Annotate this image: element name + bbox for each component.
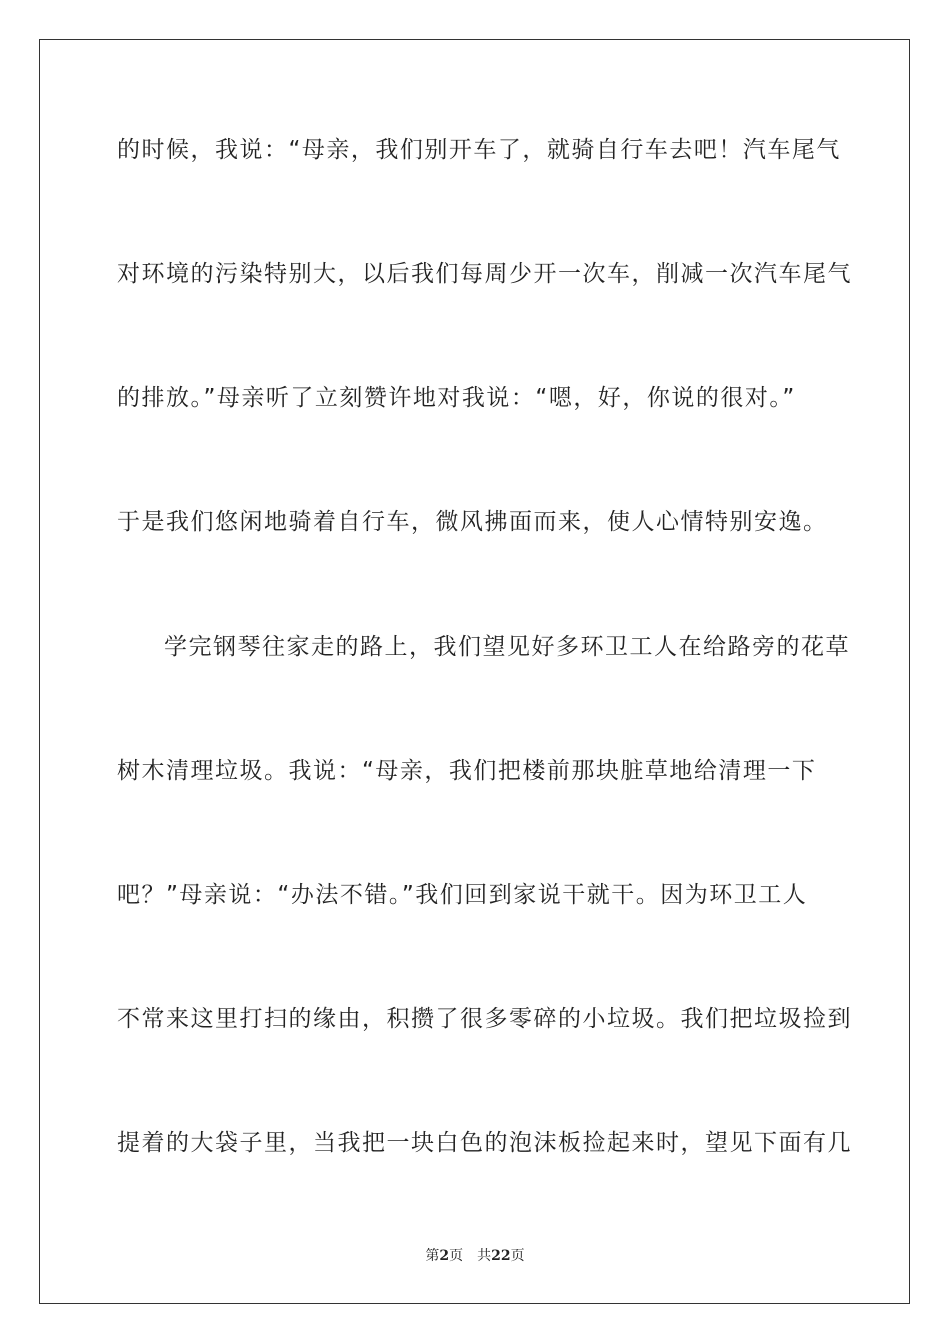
text-line: 对环境的污染特别大，以后我们每周少开一次车，削减一次汽车尾气 — [117, 261, 852, 287]
page-prefix: 第 — [425, 1248, 440, 1264]
total-pages: 22 — [491, 1248, 511, 1264]
page-footer — [0, 1245, 950, 1265]
text-line: 提着的大袋子里，当我把一块白色的泡沫板捡起来时，望见下面有几 — [117, 1130, 852, 1156]
paragraph-first-line: 学完钢琴往家走的路上，我们望见好多环卫工人在给路旁的花草 — [164, 634, 850, 660]
text-line: 吧？”母亲说：“办法不错。”我们回到家说干就干。因为环卫工人 — [117, 882, 808, 908]
page-number: 2 — [439, 1248, 450, 1264]
text-line: 的时候，我说：“母亲，我们别开车了，就骑自行车去吧！汽车尾气 — [117, 137, 841, 163]
text-line: 的排放。”母亲听了立刻赞许地对我说：“嗯，好，你说的很对。” — [117, 385, 796, 411]
page-suffix: 页 — [449, 1248, 464, 1264]
total-prefix: 共 — [477, 1248, 492, 1264]
page-border — [39, 39, 910, 1304]
total-suffix: 页 — [510, 1248, 525, 1264]
text-line: 不常来这里打扫的缘由，积攒了很多零碎的小垃圾。我们把垃圾捡到 — [117, 1006, 852, 1032]
text-line: 于是我们悠闲地骑着自行车，微风拂面而来，使人心情特别安逸。 — [117, 509, 828, 535]
text-line: 树木清理垃圾。我说：“母亲，我们把楼前那块脏草地给清理一下 — [117, 758, 817, 784]
